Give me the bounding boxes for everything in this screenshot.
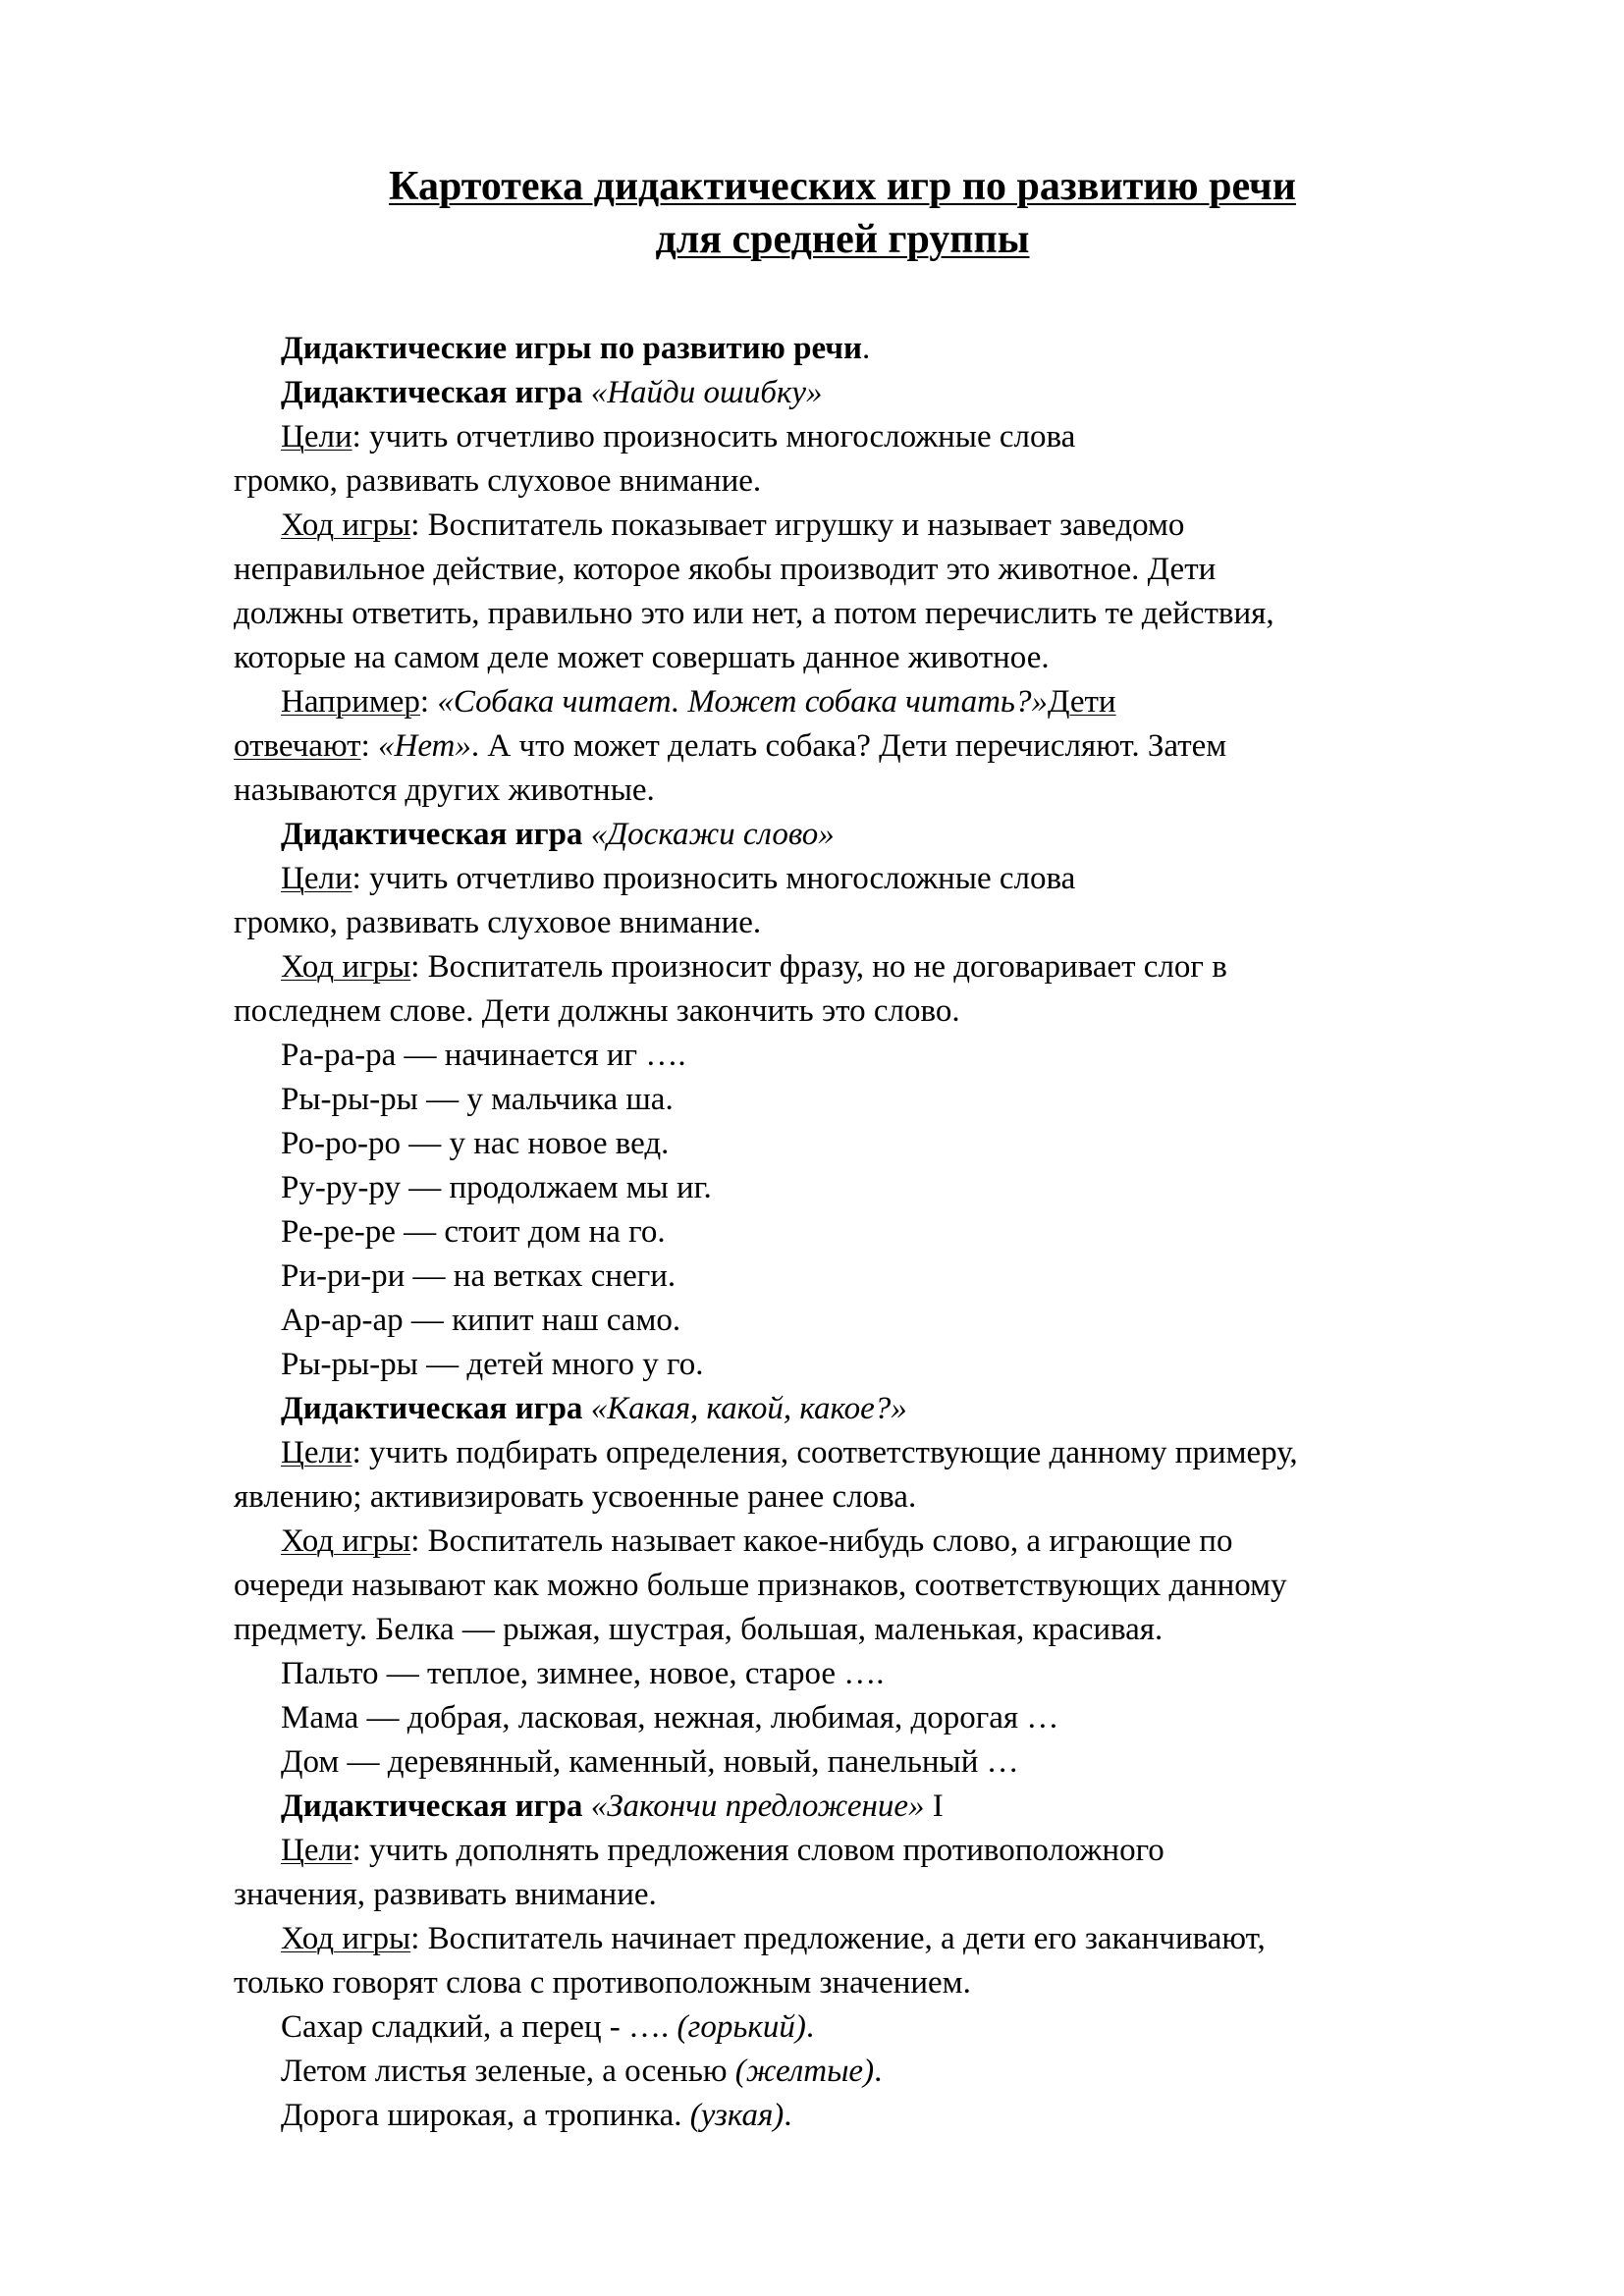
game2-phrase: Ру-ру-ру — продолжаем мы иг.: [281, 1170, 712, 1205]
game2-course-label: Ход игры: [281, 949, 411, 985]
game4-sentence-answer: (горький): [677, 2009, 806, 2045]
game4-sentence-text: Сахар сладкий, а перец - ….: [281, 2009, 677, 2045]
game1-example-line2: [234, 724, 1471, 769]
game4-sentence-end: .: [784, 2098, 792, 2133]
game2-phrase: Ры-ры-ры — у мальчика ша.: [281, 1082, 674, 1117]
game3-course-line2: очереди называют как можно больше признаков, соответствующих данному: [234, 1568, 1287, 1603]
game1-course-line4: которые на самом деле может совершать данное животное.: [234, 640, 1050, 675]
game2-phrase: Ар-ар-ар — кипит наш само.: [281, 1303, 681, 1338]
game4-sentence-answer: (желтые): [734, 2054, 875, 2089]
game4-course-line2: только говорят слова с противоположным значением.: [234, 1965, 971, 2001]
game1-course-line2: неправильное действие, которое якобы производит это животное. Дети: [234, 552, 1217, 587]
game1-goals: [234, 415, 1471, 459]
game1-course-text: : Воспитатель показывает игрушку и называет заведомо: [410, 507, 1185, 543]
game2-phrase: Ра-ра-ра — начинается иг ….: [281, 1038, 686, 1073]
game1-course-line3: должны ответить, правильно это или нет, а потом перечислить те действия,: [234, 596, 1274, 631]
game3-example: Дом — деревянный, каменный, новый, панельный …: [281, 1744, 1019, 1780]
section-heading: [234, 327, 1471, 371]
game3-goals-text: : учить подбирать определения, соответствующие данному примеру,: [352, 1435, 1298, 1470]
game2-phrase: Ры-ры-ры — детей много у го.: [281, 1347, 704, 1382]
game1-name: «Найди ошибку»: [590, 375, 823, 410]
game3-example: Пальто — теплое, зимнее, новое, старое ….: [281, 1656, 885, 1691]
game1-example-line3: называются других животные.: [234, 773, 655, 808]
game4-heading: [234, 1785, 1471, 1829]
game3-course-line3: предмету. Белка — рыжая, шустрая, большая, маленькая, красивая.: [234, 1612, 1164, 1647]
game1-goals-label: Цели: [281, 419, 352, 454]
game3-course-text: : Воспитатель называет какое-нибудь слово, а играющие по: [410, 1523, 1233, 1559]
game2-phrase: Ри-ри-ри — на ветках снеги.: [281, 1258, 677, 1294]
game4-course-text: : Воспитатель начинает предложение, а дети его заканчивают,: [410, 1921, 1266, 1956]
game4-sentence: [234, 2005, 1471, 2050]
game1-example-rest: . А что может делать собака? Дети перечисляют. Затем: [470, 728, 1227, 764]
game1-example-label: Например: [281, 684, 420, 720]
game1-label: Дидактическая игра: [281, 375, 583, 410]
game4-sentence-answer: (узкая): [689, 2098, 785, 2133]
section-heading-dot: .: [861, 331, 871, 366]
game1-heading: [234, 371, 1471, 415]
game4-name: «Закончи предложение»: [590, 1789, 925, 1824]
game3-course: [234, 1520, 1471, 1564]
game3-example: Мама — добрая, ласковая, нежная, любимая, дорогая …: [281, 1700, 1059, 1735]
game4-goals-cont: значения, развивать внимание.: [234, 1877, 657, 1912]
game1-example: [234, 680, 1471, 724]
game1-children-label2: отвечают: [234, 728, 361, 764]
game2-label: Дидактическая игра: [281, 817, 583, 852]
document-title: [234, 160, 1451, 266]
game4-label: Дидактическая игра: [281, 1789, 583, 1824]
game4-name-suffix: I: [924, 1789, 944, 1824]
game2-course-line2: последнем слове. Дети должны закончить это слово.: [234, 993, 960, 1029]
game4-sentence-text: Дорога широкая, а тропинка.: [281, 2098, 690, 2133]
game3-course-label: Ход игры: [281, 1523, 411, 1559]
game3-goals: [234, 1431, 1471, 1475]
game1-goals-text: : учить отчетливо произносить многосложные слова: [352, 419, 1076, 454]
game2-goals-text: : учить отчетливо произносить многосложные слова: [352, 861, 1076, 896]
game3-name: «Какая, какой, какое?»: [590, 1391, 907, 1426]
document-body: [234, 327, 1471, 2138]
game3-goals-label: Цели: [281, 1435, 352, 1470]
game2-name: «Доскажи слово»: [590, 817, 835, 852]
game2-course: [234, 945, 1471, 989]
game4-goals-text: : учить дополнять предложения словом противоположного: [352, 1833, 1164, 1868]
game2-heading: [234, 813, 1471, 857]
game3-label: Дидактическая игра: [281, 1391, 583, 1426]
game3-heading: [234, 1387, 1471, 1431]
game4-goals: [234, 1829, 1471, 1873]
game2-goals: [234, 857, 1471, 901]
title-line-2: для средней группы: [655, 217, 1030, 262]
game2-phrase: Ро-ро-ро — у нас новое вед.: [281, 1126, 670, 1161]
game2-course-text: : Воспитатель произносит фразу, но не договаривает слог в: [410, 949, 1227, 985]
game2-phrase: Ре-ре-ре — стоит дом на го.: [281, 1214, 666, 1250]
game4-course-label: Ход игры: [281, 1921, 411, 1956]
game2-goals-label: Цели: [281, 861, 352, 896]
section-heading-text: Дидактические игры по развитию речи: [281, 331, 862, 366]
game1-goals-cont: громко, развивать слуховое внимание.: [234, 463, 762, 499]
game1-course-label: Ход игры: [281, 507, 411, 543]
title-line-1: Картотека дидактических игр по развитию речи: [389, 164, 1296, 209]
game4-sentence: [234, 2050, 1471, 2094]
game4-course: [234, 1917, 1471, 1961]
game1-children-quote: «Нет»: [378, 728, 471, 764]
game4-sentence-text: Летом листья зеленые, а осенью: [281, 2054, 735, 2089]
game1-example-colon: :: [419, 684, 438, 720]
game2-goals-cont: громко, развивать слуховое внимание.: [234, 905, 762, 940]
game1-children-label1: Дети: [1047, 684, 1116, 720]
game4-sentence-end: .: [874, 2054, 883, 2089]
game1-children-colon: :: [360, 728, 379, 764]
game4-goals-label: Цели: [281, 1833, 352, 1868]
game4-sentence-end: .: [805, 2009, 815, 2045]
game1-example-quote: «Собака читает. Может собака читать?»: [437, 684, 1048, 720]
game1-course: [234, 504, 1471, 548]
game4-sentence: [234, 2094, 1471, 2138]
game3-goals-cont: явлению; активизировать усвоенные ранее слова.: [234, 1479, 917, 1515]
